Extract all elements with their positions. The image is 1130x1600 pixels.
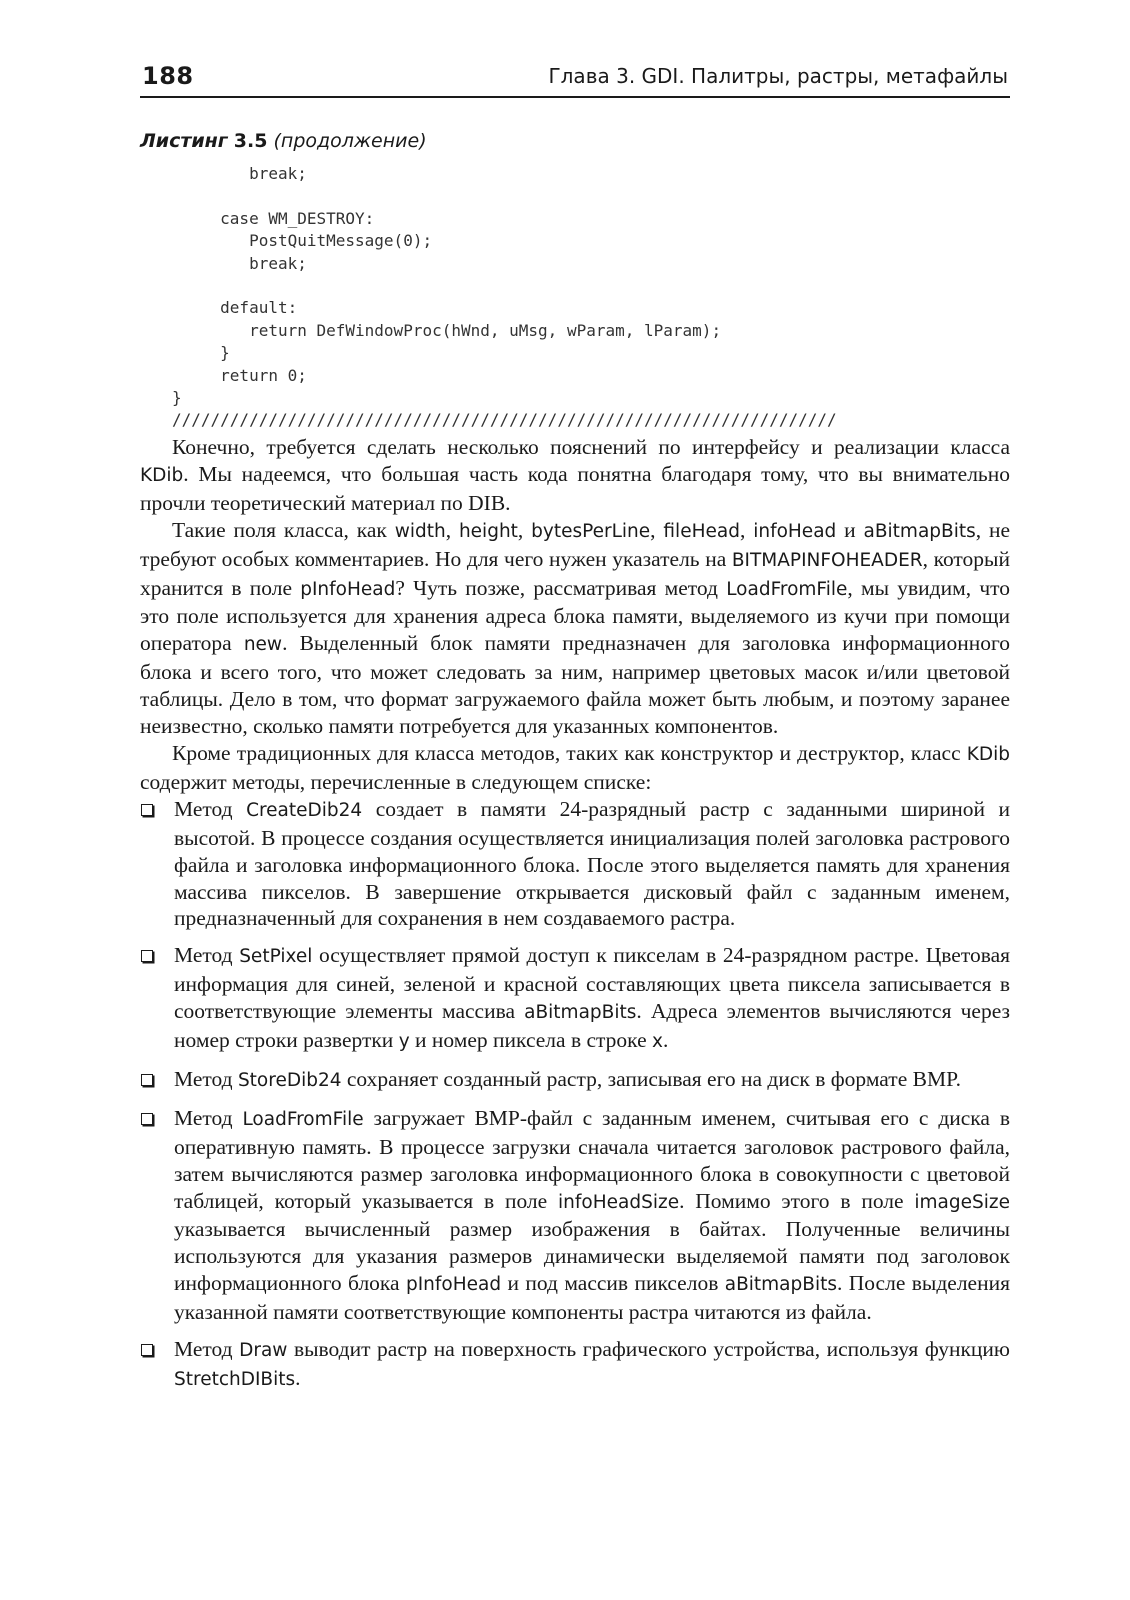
paragraph-3	[140, 740, 1010, 796]
code-term: aBitmapBits	[863, 520, 976, 542]
text-run: ,	[739, 517, 754, 542]
square-bullet-icon	[141, 1113, 153, 1125]
text-run: осуществляет прямой доступ к пикселам в 24-разрядном растре. Цветовая информация для синей, зеленой и красной составляющих цвета пиксела записывается в соответствующие элементы массива	[174, 943, 1010, 1024]
chapter-title: Глава 3. GDI. Палитры, растры, метафайлы	[548, 64, 1008, 88]
running-header	[140, 60, 1010, 98]
text-run: , который хранится в поле	[140, 546, 1010, 600]
square-bullet-icon	[141, 1074, 153, 1086]
code-term: new	[243, 634, 283, 656]
square-bullet-icon	[141, 950, 153, 962]
code-term: Draw	[239, 1340, 288, 1362]
code-term: KDib	[140, 464, 184, 486]
code-term: StretchDIBits	[174, 1369, 296, 1390]
code-term: LoadFromFile	[726, 578, 848, 600]
text-run: Метод	[174, 1066, 238, 1091]
list-item	[140, 796, 1010, 933]
code-term: aBitmapBits	[524, 1002, 637, 1024]
text-run: . Помимо этого в поле	[679, 1188, 915, 1213]
code-term: bytesPerLine	[531, 520, 651, 542]
code-line	[172, 185, 837, 207]
code-line: default:	[172, 298, 298, 318]
code-line	[172, 275, 837, 297]
code-line: return DefWindowProc(hWnd, uMsg, wParam, lParam);	[172, 320, 722, 340]
list-item	[140, 1336, 1010, 1394]
code-term: SetPixel	[239, 946, 313, 968]
code-term: fileHead	[663, 520, 740, 542]
text-run: Метод	[174, 796, 247, 821]
code-line: break;	[172, 253, 307, 273]
text-run: Такие поля класса, как	[172, 517, 395, 542]
text-run: и	[836, 517, 864, 542]
paragraph-1	[140, 434, 1010, 517]
code-term: LoadFromFile	[242, 1108, 364, 1130]
page-number: 188	[142, 62, 194, 90]
code-line: PostQuitMessage(0);	[172, 231, 433, 251]
code-term: x	[652, 1031, 663, 1053]
listing-continuation: (продолжение)	[273, 130, 427, 152]
text-run: Конечно, требуется сделать несколько пояснений по интерфейсу и реализации класса	[172, 435, 1010, 459]
code-line: break;	[172, 164, 307, 183]
code-term: infoHeadSize	[558, 1191, 680, 1213]
text-run: загружает BMP-файл с заданным именем, считывая его с диска в оперативную память. В процессе загрузки сначала читается заголовок растрового файла, затем вычисляются размер заголовка информационного блока в совокупности с цветовой таблицей, который указывается в поле	[174, 1105, 1010, 1213]
code-term: KDib	[966, 743, 1010, 765]
code-term: width	[394, 520, 446, 542]
text-run: сохраняет созданный растр, записывая его на диск в формате BMP.	[341, 1066, 962, 1091]
code-term: StoreDib24	[237, 1069, 342, 1091]
code-listing	[172, 163, 837, 432]
text-run: указывается вычисленный размер изображения в байтах. Полученные величины используются для указания размеров динамически выделяемой памяти под заголовок информационного блока	[174, 1217, 1010, 1296]
code-line: /////////////////////////////////////////////////////////////////////	[172, 410, 837, 430]
body-text	[140, 434, 1010, 1404]
paragraph-2	[140, 517, 1010, 740]
code-term: infoHead	[753, 520, 837, 542]
code-line: }	[172, 343, 230, 363]
square-bullet-icon	[141, 804, 153, 816]
code-term: pInfoHead	[300, 578, 396, 600]
text-run: ,	[445, 517, 459, 542]
list-item	[140, 942, 1010, 1056]
text-run: Метод	[174, 1105, 243, 1130]
text-run: выводит растр на поверхность графического устройства, используя функцию	[287, 1337, 1010, 1362]
text-run: . После выделения указанной памяти соответствующие компоненты растра читаются из файла.	[174, 1271, 1010, 1325]
listing-label: Листинг	[140, 130, 228, 152]
code-term: CreateDib24	[246, 799, 363, 821]
listing-caption	[140, 130, 427, 152]
code-line: return 0;	[172, 365, 307, 385]
text-run: и под массив пикселов	[501, 1271, 725, 1296]
text-run: . Мы надеемся, что большая часть кода понятна благодаря тому, что вы внимательно прочли теоретический материал по DIB.	[140, 461, 1010, 515]
text-run: , мы увидим, что это поле используется для хранения адреса блока памяти, выделяемого из кучи при помощи оператора	[140, 575, 1010, 656]
code-line: }	[172, 387, 182, 407]
code-term: pInfoHead	[405, 1274, 502, 1296]
list-item	[140, 1066, 1010, 1095]
text-run: ,	[650, 517, 664, 542]
text-run: ,	[517, 517, 532, 542]
text-run: .	[662, 1028, 669, 1053]
text-run: .	[295, 1366, 301, 1390]
text-run: и номер пиксела в строке	[409, 1028, 653, 1053]
code-term: y	[398, 1031, 410, 1053]
text-run: Метод	[174, 943, 240, 968]
text-run: Метод	[174, 1337, 240, 1362]
text-run: содержит методы, перечисленные в следующем списке:	[140, 769, 652, 794]
code-term: aBitmapBits	[724, 1274, 837, 1296]
code-term: imageSize	[914, 1191, 1010, 1213]
square-bullet-icon	[141, 1344, 153, 1356]
code-term: BITMAPINFOHEADER	[731, 549, 923, 571]
text-run: Кроме традиционных для класса методов, таких как конструктор и деструктор, класс	[172, 740, 967, 765]
code-term: height	[458, 520, 518, 542]
text-run: . Выделенный блок памяти предназначен для заголовка информационного блока и всего того, что может следовать за ним, например цветовых масок и/или цветовой таблицы. Дело в том, что формат загружаемого файла может быть любым, и поэтому заранее неизвестно, сколько памяти потребуется для указанных компонентов.	[140, 631, 1010, 739]
code-line: case WM_DESTROY:	[172, 208, 375, 228]
list-item	[140, 1105, 1010, 1326]
listing-number: 3.5	[233, 130, 268, 152]
text-run: . Адреса элементов вычисляются через номер строки развертки	[174, 999, 1010, 1053]
text-run: ? Чуть позже, рассматривая метод	[395, 575, 727, 600]
text-run: создает в памяти 24-разрядный растр с заданными шириной и высотой. В процессе создания осуществляется инициализация полей заголовка растрового файла и заголовка информационного блока. После этого выделяется память для хранения массива пикселов. В завершение открывается дисковый файл с заданным именем, предназначенный для сохранения в нем создаваемого растра.	[174, 796, 1010, 931]
method-list	[140, 796, 1010, 1394]
text-run: , не требуют особых комментариев. Но для чего нужен указатель на	[140, 517, 1011, 571]
